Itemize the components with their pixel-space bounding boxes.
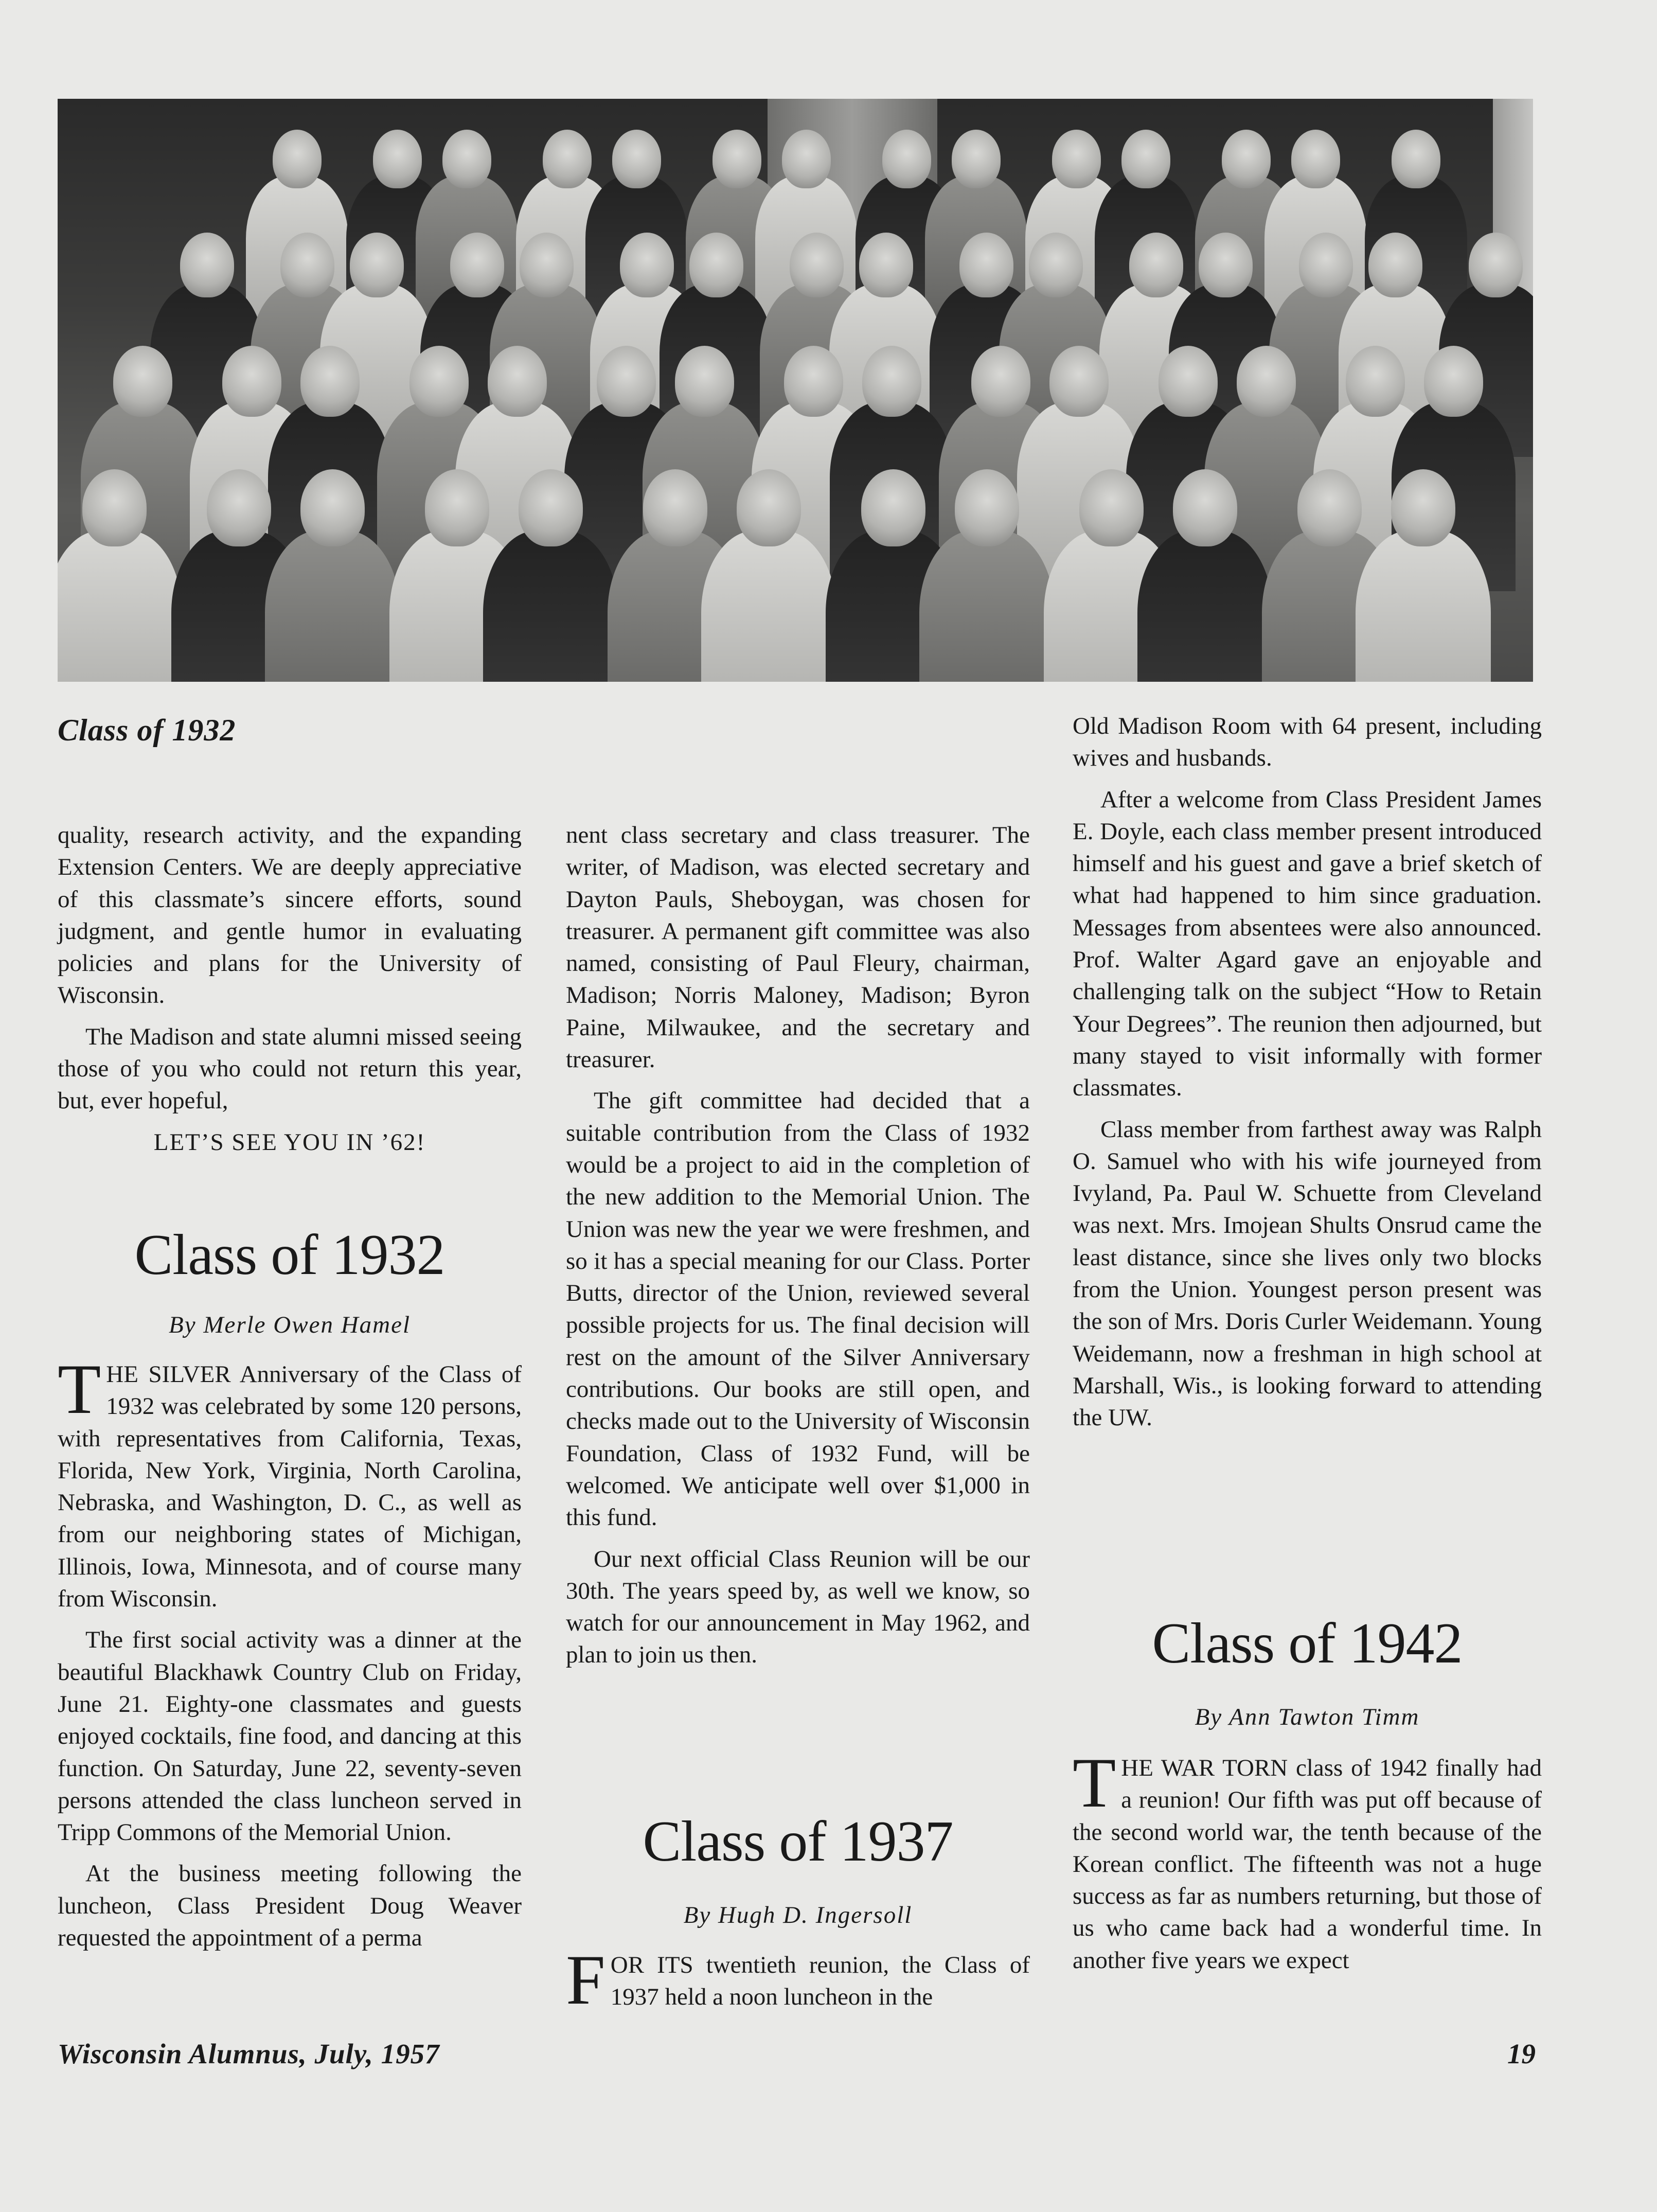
photo-figure-head <box>782 130 831 188</box>
photo-figure-head <box>442 130 491 188</box>
group-photo <box>58 99 1533 682</box>
photo-figure-head <box>1199 233 1253 297</box>
photo-figure-head <box>689 233 743 297</box>
photo-figure-head <box>280 233 334 297</box>
closing-line: LET’S SEE YOU IN ’62! <box>153 1128 426 1156</box>
heading-class-1937: Class of 1937 <box>643 1810 953 1873</box>
photo-figure-head <box>543 130 592 188</box>
photo-figure-head <box>620 233 674 297</box>
photo-figure-head <box>373 130 422 188</box>
photo-figure-head <box>675 346 734 417</box>
col3-paragraph-2: After a welcome from Class President James E. Doyle, each class member present introduced himself and his guest and gave a brief sketch of what had happened to him since graduation. Messages from absentees were also announced. Prof. Walter Agard gave an enjoyable and challenging talk on the subject “How to Retain Your Degrees”. The reunion then adjourned, but many stayed to visit informally with former classmates. <box>1073 786 1542 1102</box>
photo-figure-head <box>1029 233 1083 297</box>
photo-figure-head <box>1129 233 1183 297</box>
photo-figure-head <box>1297 469 1362 546</box>
heading-class-1942: Class of 1942 <box>1152 1612 1463 1675</box>
photo-figure-head <box>1049 346 1109 417</box>
byline-1937: By Hugh D. Ingersoll <box>683 1902 913 1928</box>
col3-paragraph-1: Old Madison Room with 64 present, including wives and husbands. <box>1073 713 1542 772</box>
photo-figure-body <box>58 530 182 682</box>
photo-figure-head <box>862 346 921 417</box>
column-1 <box>58 819 522 1158</box>
photo-figure-head <box>180 233 234 297</box>
article-1932-lead: HE SILVER Anniversary of the Class of 1932 was celebrated by some 120 persons, with representatives from California, Texas, Florida, New York, Virginia, North Carolina, Nebraska, and Washington, D. C., as well as from our neighboring states of Michigan, Illinois, Iowa, Minnesota, and of course many from Wisconsin. <box>58 1361 522 1613</box>
photo-figure-head <box>300 469 365 546</box>
photo-figure-head <box>82 469 147 546</box>
col2-paragraph-1: nent class secretary and class treasurer. The writer, of Madison, was elected secretary and Dayton Pauls, Sheboygan, was chosen for treasurer. A permanent gift committee was also named, consisting of Paul Fleury, chairman, Madison; Norris Maloney, Madison; Byron Paine, Milwaukee, and the secretary and treasurer. <box>566 822 1030 1073</box>
article-1942-lead: HE WAR TORN class of 1942 finally had a reunion! Our fifth was put off because of the second world war, the tenth because of the Korean conflict. The fifteenth was not a huge success as far as numbers returning, but those of us who came back had a wonderful time. In another five years we expect <box>1073 1755 1542 1974</box>
photo-figure-head <box>1291 130 1340 188</box>
photo-figure-head <box>519 469 583 546</box>
col2-paragraph-3: Our next official Class Reunion will be our 30th. The years speed by, as well we know, so watch for our announcement in May 1962, and plan to join us then. <box>566 1545 1030 1669</box>
photo-figure-head <box>952 130 1001 188</box>
photo-figure-head <box>861 469 925 546</box>
footer-publication: Wisconsin Alumnus, July, 1957 <box>58 2038 440 2069</box>
photo-figure-head <box>1079 469 1144 546</box>
photo-figure-head <box>612 130 661 188</box>
column-2 <box>566 819 1030 1680</box>
article-1937-first-paragraph <box>566 1940 1030 2019</box>
photo-figure-head <box>1052 130 1101 188</box>
footer-page-number: 19 <box>1507 2038 1536 2069</box>
photo-figure-head <box>488 346 547 417</box>
photo-figure-head <box>409 346 469 417</box>
photo-figure-head <box>1424 346 1483 417</box>
photo-figure-head <box>113 346 172 417</box>
photo-figure-head <box>1173 469 1237 546</box>
photo-caption: Class of 1932 <box>58 713 236 747</box>
article-1937-body <box>566 1940 1030 2023</box>
photo-figure-body <box>483 530 618 682</box>
photo-figure-head <box>273 130 322 188</box>
photo-figure-head <box>1299 233 1353 297</box>
byline-1942: By Ann Tawton Timm <box>1195 1704 1420 1730</box>
dropcap-1937: F <box>566 1940 605 2019</box>
article-1937-lead: OR ITS twentieth reunion, the Class of 1937 held a noon luncheon in the <box>610 1952 1030 2011</box>
photo-figure-body <box>919 530 1055 682</box>
photo-figure-head <box>1391 469 1455 546</box>
photo-figure-head <box>207 469 271 546</box>
photo-figure-body <box>1137 530 1273 682</box>
col3-paragraph-3: Class member from farthest away was Ralph O. Samuel who with his wife journeyed from Ivyland, Pa. Paul W. Schuette from Cleveland was next. Mrs. Imojean Shults Onsrud came the least distance, since she lives only two blocks from the Union. Youngest person present was the son of Mrs. Doris Curler Weidemann. Young Weidemann, now a freshman in high school at Marshall, Wis., is looking forward to attending the UW. <box>1073 1116 1542 1431</box>
photo-figure-head <box>955 469 1019 546</box>
photo-figure-head <box>1469 233 1523 297</box>
photo-figure-head <box>1159 346 1218 417</box>
col1-paragraph-1: quality, research activity, and the expanding Extension Centers. We are deeply appreciative of this classmate’s sincere efforts, sound judgment, and gentle humor in evaluating policies and plans for the University of Wisconsin. <box>58 822 522 1009</box>
photo-figure-head <box>1237 346 1296 417</box>
heading-class-1932: Class of 1932 <box>134 1223 445 1287</box>
article-1932-body <box>58 1350 522 1963</box>
photo-figure-head <box>712 130 761 188</box>
col1-paragraph-2: The Madison and state alumni missed seeing those of you who could not return this year, but, ever hopeful, <box>58 1023 522 1114</box>
article-1942-body <box>1073 1743 1542 1986</box>
photo-figure-head <box>1121 130 1170 188</box>
article-1932-paragraph-2: The first social activity was a dinner at the beautiful Blackhawk Country Club on Friday, June 21. Eighty-one classmates and guests enjoyed cocktails, fine food, and dancing at this function. On Saturday, June 22, seventy-seven persons attended the class luncheon served in Tripp Commons of the Memorial Union. <box>58 1626 522 1846</box>
photo-figure-head <box>1346 346 1405 417</box>
photo-figure-head <box>450 233 504 297</box>
photo-figure-head <box>784 346 843 417</box>
photo-figure-head <box>859 233 913 297</box>
photo-figure-head <box>1392 130 1440 188</box>
photo-figure-body <box>1356 530 1491 682</box>
photo-figure-head <box>882 130 931 188</box>
photo-figure-head <box>737 469 801 546</box>
dropcap-1932: T <box>58 1350 101 1428</box>
photo-figure-head <box>350 233 404 297</box>
article-1932-first-paragraph <box>58 1350 522 1615</box>
photo-figure-head <box>597 346 656 417</box>
photo-figure-head <box>520 233 574 297</box>
byline-1932: By Merle Owen Hamel <box>169 1312 411 1338</box>
photo-figure-body <box>701 530 836 682</box>
photo-figure-head <box>425 469 489 546</box>
photo-figure-body <box>265 530 400 682</box>
photo-figure-head <box>790 233 844 297</box>
dropcap-1942: T <box>1073 1743 1116 1822</box>
article-1942-first-paragraph <box>1073 1743 1542 1976</box>
photo-figure-head <box>222 346 281 417</box>
article-1932-paragraph-3: At the business meeting following the luncheon, Class President Doug Weaver requested the appointment of a perma <box>58 1860 522 1952</box>
photo-figure-head <box>971 346 1030 417</box>
photo-figure-head <box>1222 130 1271 188</box>
column-3 <box>1073 710 1542 1443</box>
photo-figure-head <box>1368 233 1422 297</box>
photo-figure-head <box>643 469 707 546</box>
col2-paragraph-2: The gift committee had decided that a suitable contribution from the Class of 1932 would be a project to aid in the completion of the new addition to the Memorial Union. The Union was new the year we were freshmen, and so it has a special meaning for our Class. Porter Butts, director of the Union, reviewed several possible projects for us. The final decision will rest on the amount of the Silver Anniversary contributions. Our books are still open, and checks made out to the University of Wisconsin Foundation, Class of 1932 Fund, will be welcomed. We anticipate well over $1,000 in this fund. <box>566 1087 1030 1531</box>
photo-figure-head <box>300 346 360 417</box>
photo-figure-head <box>959 233 1013 297</box>
